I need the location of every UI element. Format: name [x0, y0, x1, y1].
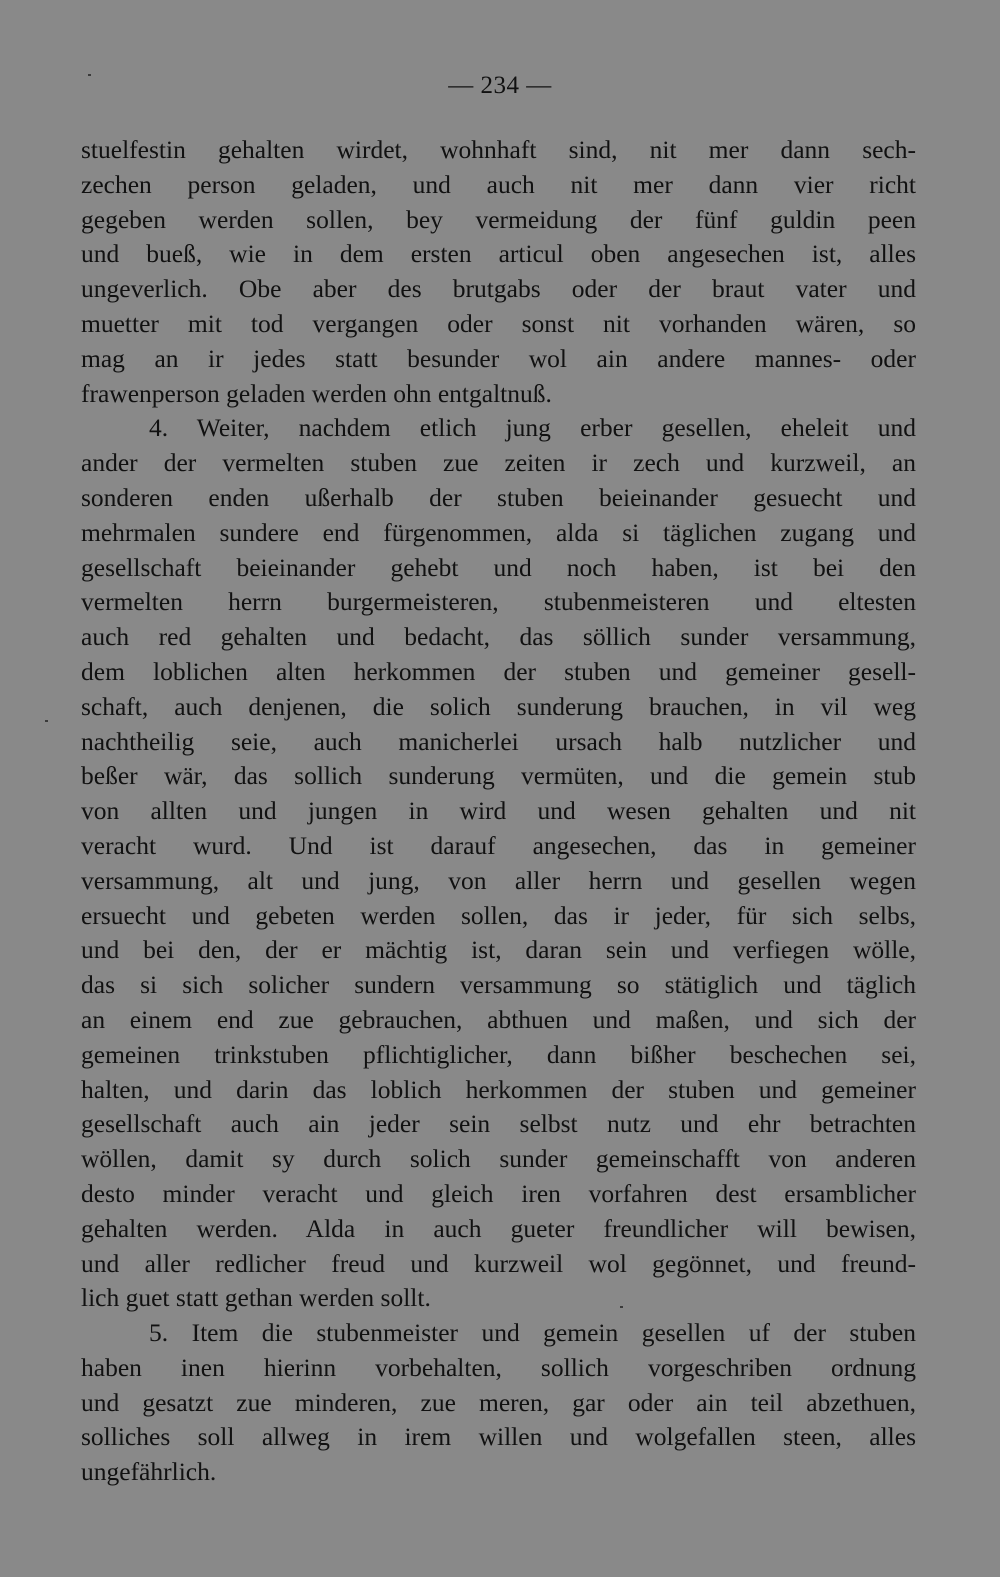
text-line: gehalten werden. Alda in auch gueter freundlicher will bewisen,: [81, 1213, 916, 1243]
text-line: beßer wär, das sollich sunderung vermüten, und die gemein stub: [81, 761, 916, 791]
text-line: mehrmalen sundere end fürgenommen, alda si täglichen zugang und: [81, 517, 916, 547]
text-line: halten, und darin das loblich herkommen der stuben und gemeiner: [81, 1074, 916, 1104]
text-line: an einem end zue gebrauchen, abthuen und maßen, und sich der: [81, 1004, 916, 1034]
margin-mark: [620, 1306, 623, 1308]
text-line: desto minder veracht und gleich iren vorfahren dest ersamblicher: [81, 1178, 916, 1208]
text-line: ungeverlich. Obe aber des brutgabs oder der braut vater und: [81, 274, 916, 304]
text-line: auch red gehalten und bedacht, das söllich sunder versammung,: [81, 622, 916, 652]
text-line: nachtheilig seie, auch manicherlei ursach halb nutzlicher und: [81, 726, 916, 756]
text-line: und bei den, der er mächtig ist, daran sein und verfiegen wölle,: [81, 935, 916, 965]
text-line: mag an ir jedes statt besunder wol ain andere mannes- oder: [81, 343, 916, 373]
text-line: zechen person geladen, und auch nit mer dann vier richt: [81, 169, 916, 199]
text-line: vermelten herrn burgermeisteren, stubenmeisteren und eltesten: [81, 587, 916, 617]
margin-mark: [88, 74, 91, 76]
text-line: stuelfestin gehalten wirdet, wohnhaft sind, nit mer dann sech-: [81, 135, 916, 164]
text-line: gesellschaft beieinander gehebt und noch haben, ist bei den: [81, 552, 916, 582]
text-line: das si sich solicher sundern versammung so stätiglich und täglich: [81, 970, 916, 1000]
text-line: lich guet statt gethan werden sollt.: [81, 1283, 431, 1313]
text-line: gemeinen trinkstuben pflichtiglicher, dann bißher beschechen sei,: [81, 1039, 916, 1069]
text-line: veracht wurd. Und ist darauf angesechen, das in gemeiner: [81, 830, 916, 860]
text-line: und gesatzt zue minderen, zue meren, gar oder ain teil abzethuen,: [81, 1387, 916, 1417]
text-line: muetter mit tod vergangen oder sonst nit vorhanden wären, so: [81, 308, 916, 338]
text-line: wöllen, damit sy durch solich sunder gemeinschafft von anderen: [81, 1144, 916, 1174]
text-line: solliches soll allweg in irem willen und wolgefallen steen, alles: [81, 1422, 916, 1452]
text-line: sonderen enden ußerhalb der stuben beieinander gesuecht und: [81, 482, 916, 512]
text-line: gesellschaft auch ain jeder sein selbst nutz und ehr betrachten: [81, 1109, 916, 1139]
body-text: [81, 133, 916, 1490]
margin-mark: [45, 720, 48, 722]
text-line: haben inen hierinn vorbehalten, sollich vorgeschriben ordnung: [81, 1352, 916, 1382]
text-line: und bueß, wie in dem ersten articul oben angesechen ist, alles: [81, 239, 916, 269]
text-line: und aller redlicher freud und kurzweil wol gegönnet, und freund-: [81, 1248, 916, 1278]
text-line: versammung, alt und jung, von aller herrn und gesellen wegen: [81, 865, 916, 895]
text-line: dem loblichen alten herkommen der stuben und gemeiner gesell-: [81, 656, 916, 686]
page-number: — 234 —: [448, 72, 552, 99]
text-line: ander der vermelten stuben zue zeiten ir zech und kurzweil, an: [81, 448, 916, 478]
text-line: von allten und jungen in wird und wesen gehalten und nit: [81, 796, 916, 826]
text-line: gegeben werden sollen, bey vermeidung der fünf guldin peen: [81, 204, 916, 234]
text-line: 5. Item die stubenmeister und gemein gesellen uf der stuben: [149, 1318, 916, 1348]
text-line: ungefährlich.: [81, 1457, 217, 1487]
text-line: ersuecht und gebeten werden sollen, das ir jeder, für sich selbs,: [81, 900, 916, 930]
text-line: frawenperson geladen werden ohn entgaltnuß.: [81, 378, 552, 408]
text-line: 4. Weiter, nachdem etlich jung erber gesellen, eheleit und: [149, 413, 916, 443]
text-line: schaft, auch denjenen, die solich sunderung brauchen, in vil weg: [81, 691, 916, 721]
